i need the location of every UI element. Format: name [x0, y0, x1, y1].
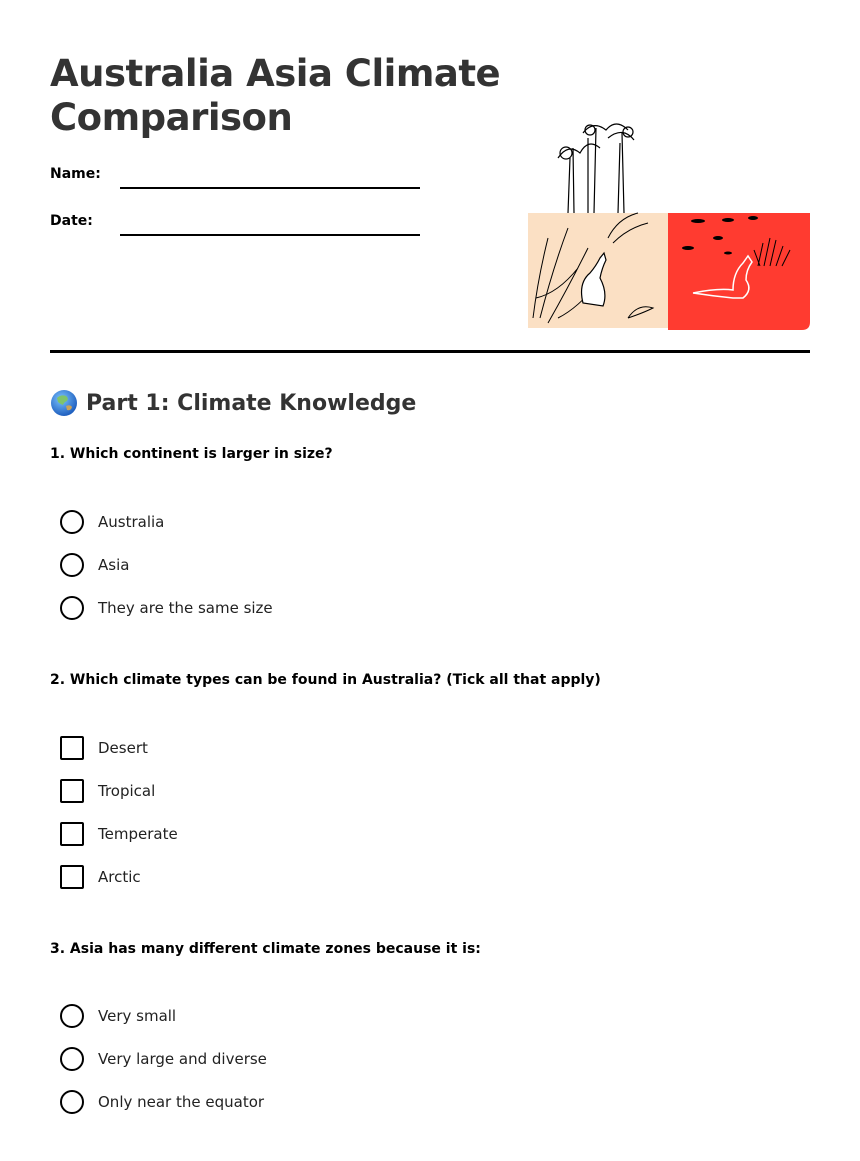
worksheet-title: Australia Asia Climate Comparison — [50, 52, 501, 139]
q2-option-desert[interactable] — [60, 736, 148, 760]
option-label: Very large and diverse — [98, 1050, 267, 1068]
name-label: Name: — [50, 166, 101, 182]
q1-option-asia[interactable] — [60, 553, 129, 577]
q3-option-near-equator[interactable] — [60, 1090, 264, 1114]
question-3: 3. Asia has many different climate zones because it is: — [50, 941, 481, 957]
q2-option-arctic[interactable] — [60, 865, 141, 889]
gum-trees — [558, 124, 634, 213]
q3-option-large-diverse[interactable] — [60, 1047, 267, 1071]
option-label: Desert — [98, 739, 148, 757]
option-label: They are the same size — [98, 599, 273, 617]
globe-icon — [50, 389, 78, 417]
radio-button[interactable] — [60, 1047, 84, 1071]
date-field[interactable] — [120, 234, 420, 236]
checkbox[interactable] — [60, 736, 84, 760]
option-label: Arctic — [98, 868, 141, 886]
name-field[interactable] — [120, 187, 420, 189]
q2-option-tropical[interactable] — [60, 779, 155, 803]
radio-button[interactable] — [60, 510, 84, 534]
q3-option-very-small[interactable] — [60, 1004, 176, 1028]
outback-illustration — [528, 118, 810, 332]
option-label: Australia — [98, 513, 165, 531]
option-label: Only near the equator — [98, 1093, 265, 1111]
option-label: Tropical — [98, 782, 156, 800]
q1-option-same-size[interactable] — [60, 596, 273, 620]
question-2: 2. Which climate types can be found in Australia? (Tick all that apply) — [50, 672, 601, 688]
radio-button[interactable] — [60, 596, 84, 620]
checkbox[interactable] — [60, 779, 84, 803]
option-label: Temperate — [98, 825, 178, 843]
radio-button[interactable] — [60, 553, 84, 577]
date-label: Date: — [50, 213, 93, 229]
radio-button[interactable] — [60, 1004, 84, 1028]
q2-option-temperate[interactable] — [60, 822, 178, 846]
radio-button[interactable] — [60, 1090, 84, 1114]
checkbox[interactable] — [60, 822, 84, 846]
section-heading — [50, 389, 416, 417]
option-label: Very small — [98, 1007, 177, 1025]
section-divider — [50, 350, 810, 353]
section-title: Part 1: Climate Knowledge — [86, 390, 417, 416]
checkbox[interactable] — [60, 865, 84, 889]
question-1: 1. Which continent is larger in size? — [50, 446, 333, 462]
q1-option-australia[interactable] — [60, 510, 164, 534]
option-label: Asia — [98, 556, 130, 574]
